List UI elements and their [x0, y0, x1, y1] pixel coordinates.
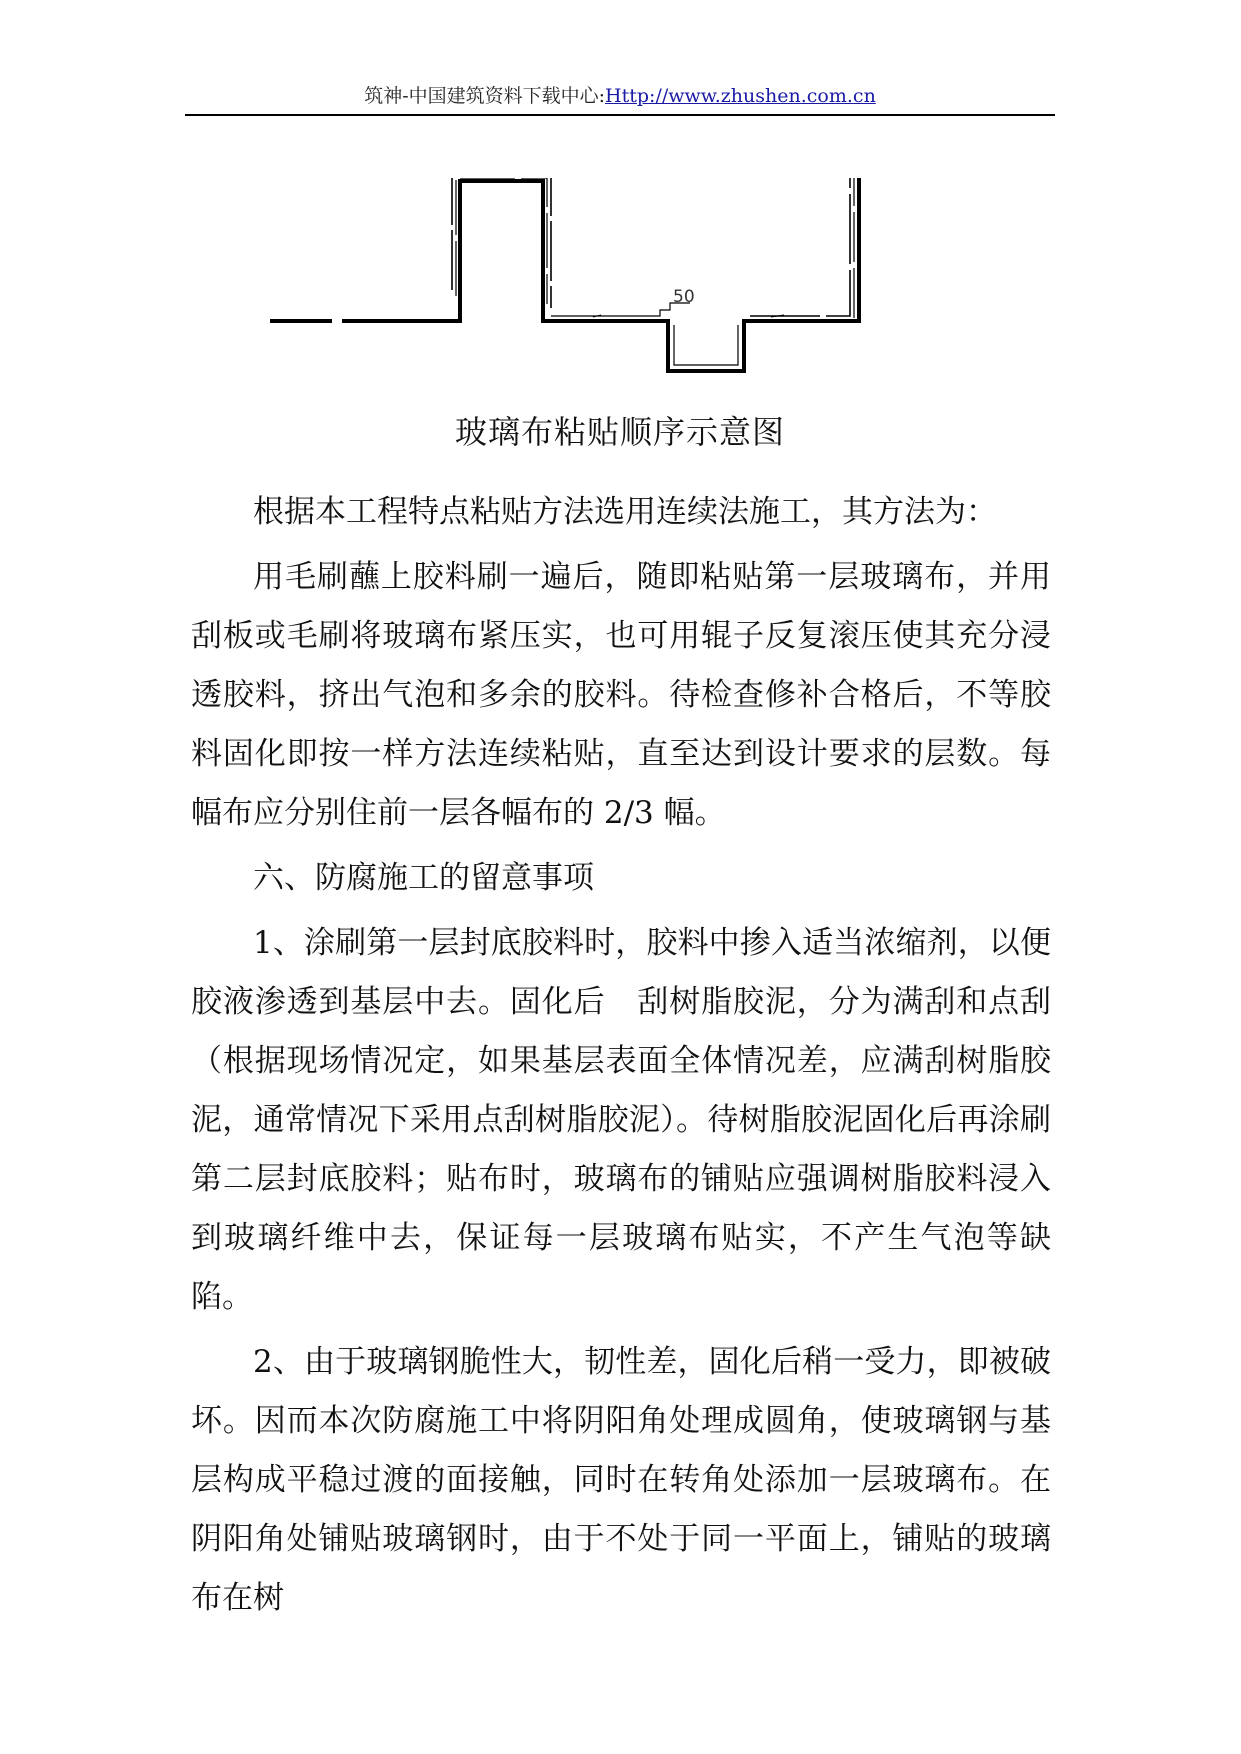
paragraph-precaution-2: 2、由于玻璃钢脆性大，韧性差，固化后稍一受力，即被破坏。因而本次防腐施工中将阴阳角处理成圆角，使玻璃钢与基层构成平稳过渡的面接触，同时在转角处添加一层玻璃布。在阴阳角处铺贴玻璃钢时，由于不处于同一平面上，铺贴的玻璃布在树: [191, 1344, 1051, 1616]
inner-layer-left-1: [452, 178, 551, 308]
inner-layer-middle: [551, 303, 690, 316]
paragraph-method-steps: 用毛刷蘸上胶料刷一遍后，随即粘贴第一层玻璃布，并用刮板或毛刷将玻璃布紧压实，也可用辊子反复滚压使其充分浸透胶料，挤出气泡和多余的胶料。待检查修补合格后，不等胶料固化即按一样方法连续粘贴，直至达到设计要求的层数。每幅布应分别住前一层各幅布的 2/3 幅。: [191, 559, 1051, 831]
header-url-link[interactable]: Http://www.zhushen.com.cn: [605, 85, 876, 107]
body-text: [191, 483, 1051, 1628]
paragraph-precaution-1: 1、涂刷第一层封底胶料时，胶料中掺入适当浓缩剂，以便胶液渗透到基层中去。固化后 刮树脂胶泥，分为满刮和点刮（根据现场情况定，如果基层表面全体情况差，应满刮树脂胶泥，通常情况下采用点刮树脂胶泥）。待树脂胶泥固化后再涂刷第二层封底胶料；贴布时，玻璃布的铺贴应强调树脂胶料浸入到玻璃纤维中去，保证每一层玻璃布贴实，不产生气泡等缺陷。: [191, 925, 1051, 1315]
inner-layer-right-1: [750, 178, 850, 316]
dimension-label: 50: [673, 287, 695, 307]
header-divider: [185, 114, 1055, 116]
paragraph-method-intro: 根据本工程特点粘贴方法选用连续法施工，其方法为：: [253, 494, 997, 530]
figure-caption: 玻璃布粘贴顺序示意图: [454, 413, 785, 451]
diagram-svg: [270, 178, 990, 418]
header-site-name: 筑神-中国建筑资料下载中心:: [364, 85, 606, 107]
outer-layer-profile: [270, 178, 859, 371]
glass-cloth-diagram: [270, 178, 990, 418]
inner-layer-left-2: [456, 178, 547, 304]
page-header: [185, 84, 1055, 108]
section-heading-precautions: 六、防腐施工的留意事项: [253, 860, 594, 896]
inner-layer-trench: [674, 325, 738, 365]
